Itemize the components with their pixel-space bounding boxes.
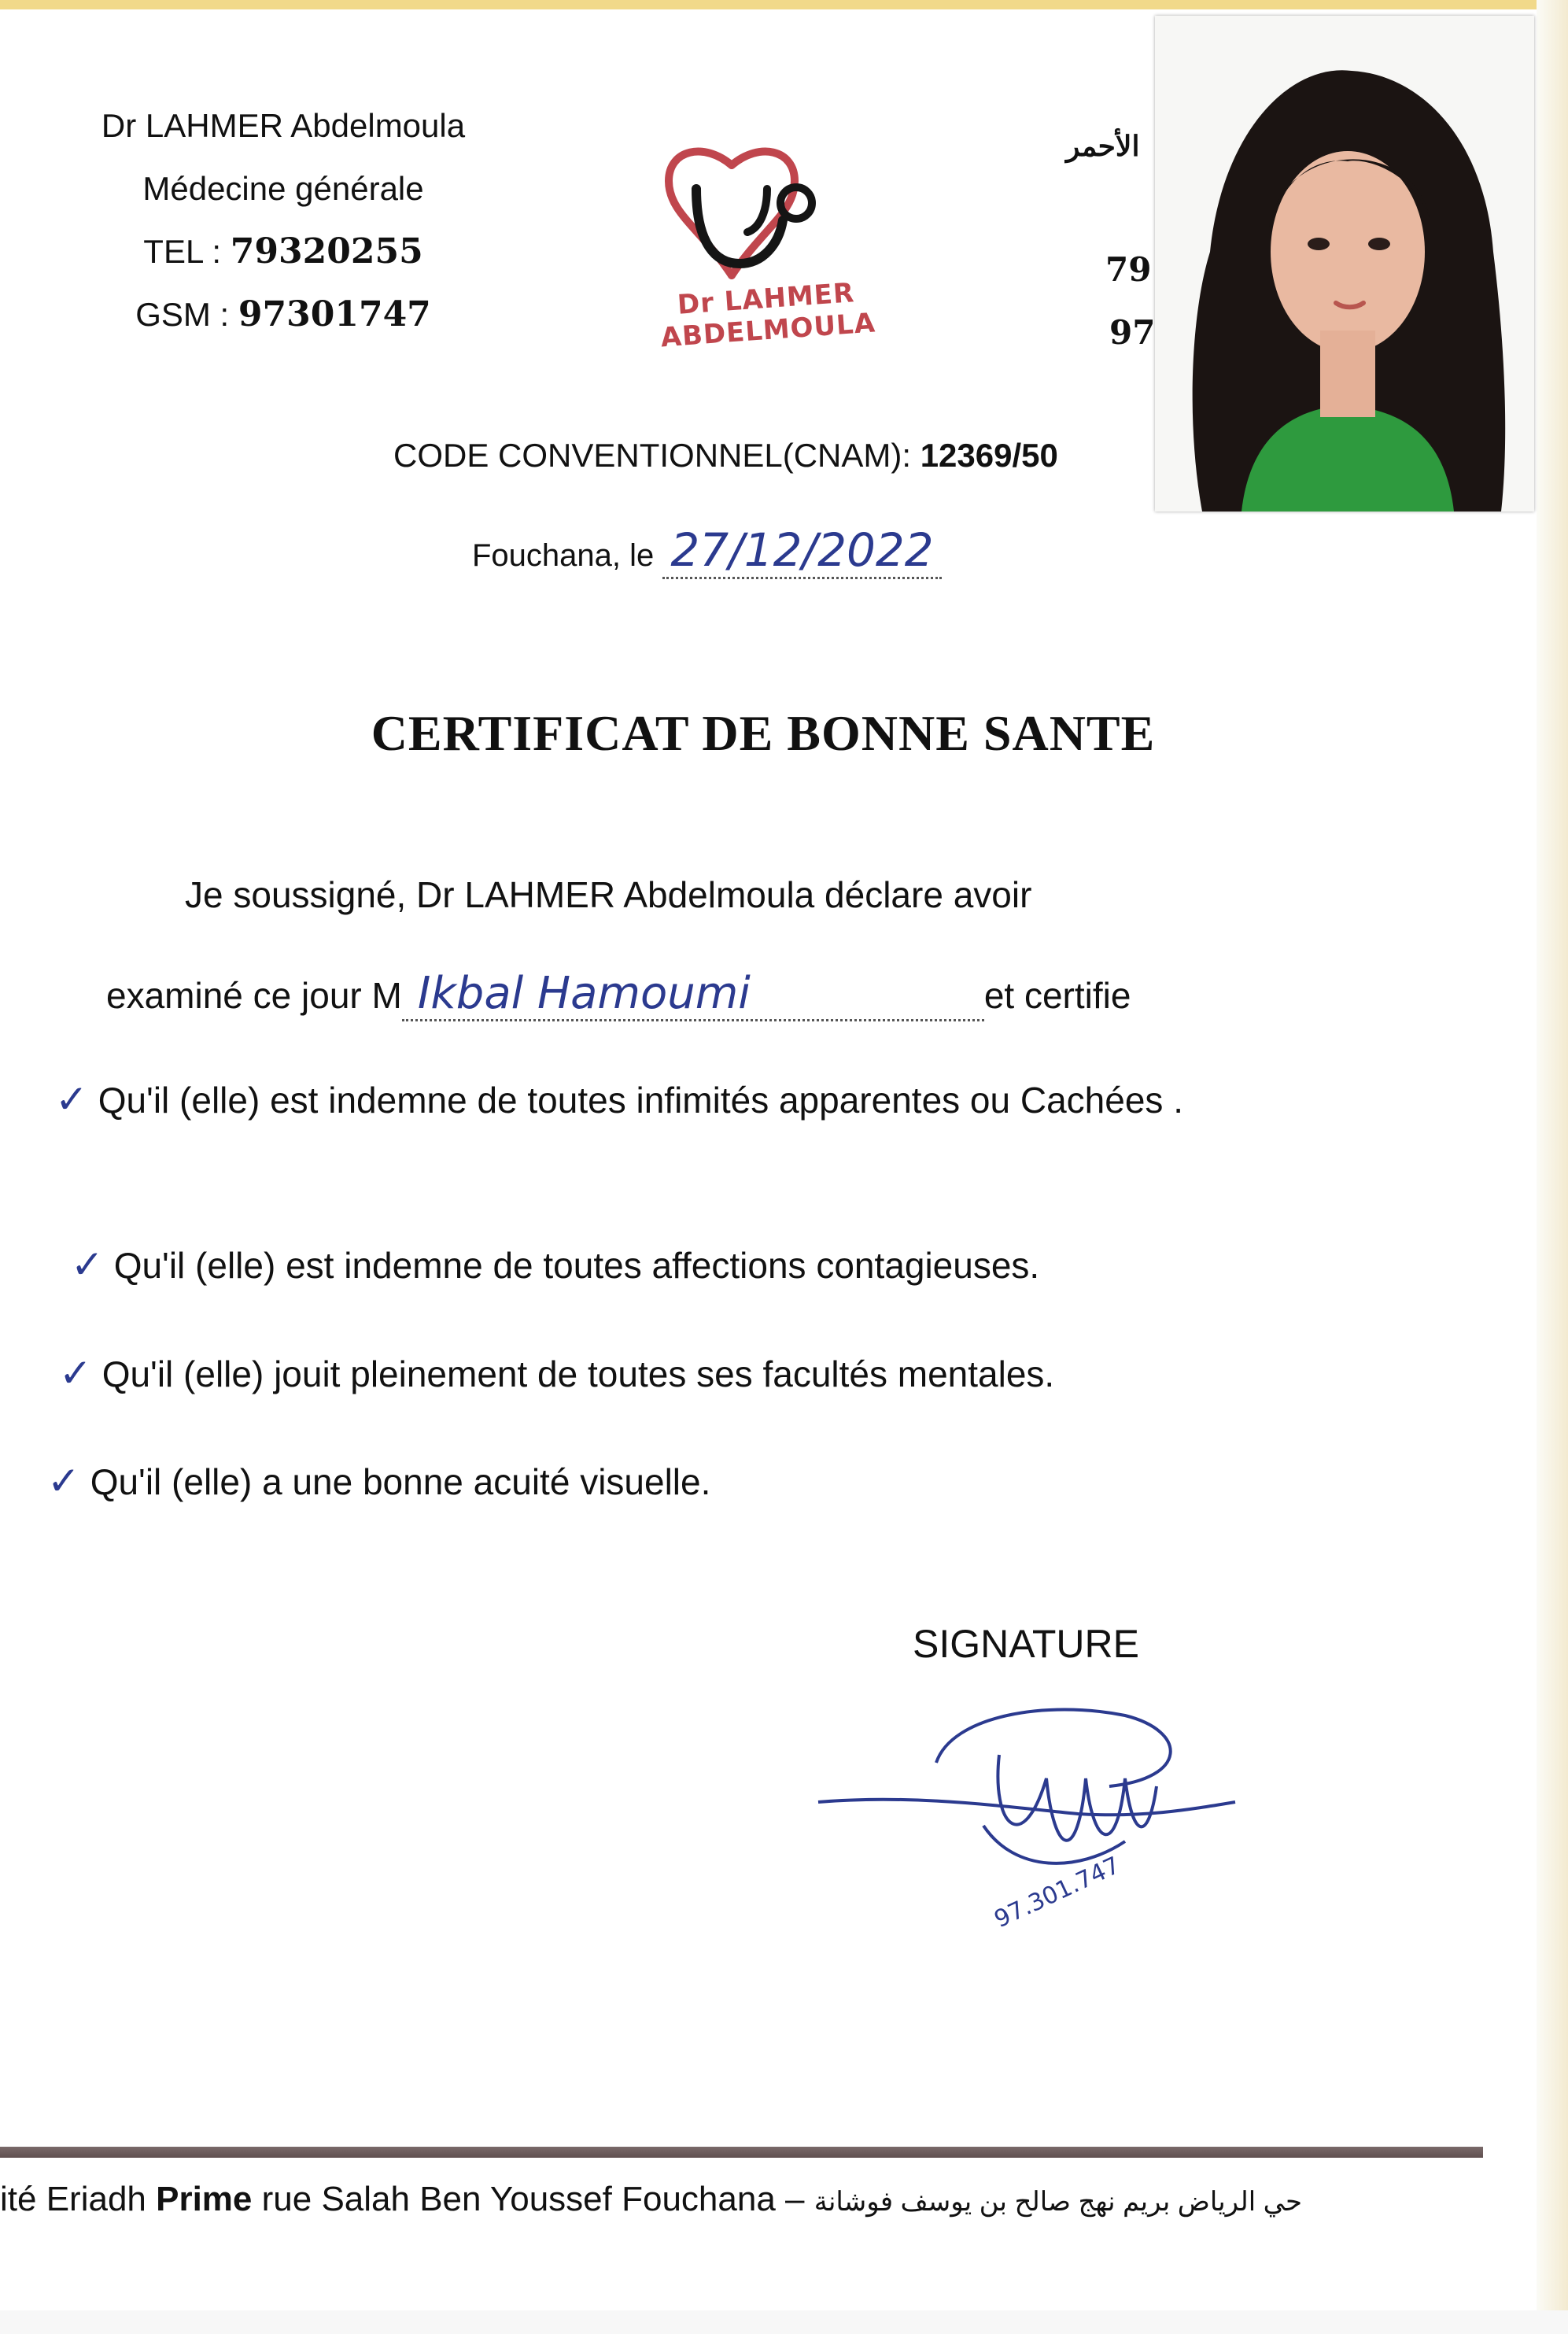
patient-name: Ikbal Hamoumi xyxy=(402,968,984,1021)
signature-stamp xyxy=(795,1668,1267,1983)
footer-part-1: ité Eriadh xyxy=(0,2180,157,2218)
certification-item-text: Qu'il (elle) est indemne de toutes infimités apparentes ou Cachées . xyxy=(98,1080,1183,1121)
signature-label: SIGNATURE xyxy=(913,1622,1139,1666)
logo-text: Dr LAHMER ABDELMOULA xyxy=(659,277,877,354)
certification-item-4 xyxy=(47,1460,710,1503)
footer-arabic: حي الرياض بريم نهج صالح بن يوسف فوشانة xyxy=(814,2187,1303,2217)
certification-item-3 xyxy=(59,1352,1054,1395)
certification-item-2 xyxy=(71,1243,1039,1287)
examined-suffix: et certifie xyxy=(983,975,1131,1016)
certification-item-text: Qu'il (elle) est indemne de toutes affections contagieuses. xyxy=(113,1245,1040,1286)
doctor-name: Dr LAHMER Abdelmoula xyxy=(101,107,466,144)
footer-address xyxy=(0,2180,1302,2219)
paper-top-edge xyxy=(0,0,1568,9)
check-mark-icon: ✓ xyxy=(71,1243,104,1287)
declaration-line-1: Je soussigné, Dr LAHMER Abdelmoula déclare avoir xyxy=(185,874,1032,915)
cnam-code-label: CODE CONVENTIONNEL(CNAM): xyxy=(393,437,921,474)
certificate-title: CERTIFICAT DE BONNE SANTE xyxy=(371,705,1156,761)
arabic-header-partial: الأحمر xyxy=(1066,130,1140,162)
paper-right-edge xyxy=(1537,0,1568,2334)
footer-part-3: rue Salah Ben Youssef Fouchana – xyxy=(252,2180,814,2218)
date-value: 27/12/2022 xyxy=(662,523,941,579)
stamp-number: 97.301.747 xyxy=(990,1851,1125,1934)
certification-item-text: Qu'il (elle) jouit pleinement de toutes ses facultés mentales. xyxy=(101,1353,1055,1394)
cnam-code-line xyxy=(393,437,1058,475)
check-mark-icon: ✓ xyxy=(59,1351,92,1395)
doctor-header xyxy=(47,94,519,346)
gsm-value: 97301747 xyxy=(238,294,431,334)
tel-label: TEL : xyxy=(143,233,231,270)
doctor-specialty: Médecine générale xyxy=(142,170,424,207)
tel-value: 79320255 xyxy=(230,231,423,271)
paper-bottom-edge xyxy=(0,2310,1568,2334)
right-number-partial-1: 79 xyxy=(1105,250,1152,289)
declaration-line-2 xyxy=(106,968,1131,1021)
date-line xyxy=(472,523,942,579)
certification-item-text: Qu'il (elle) a une bonne acuité visuelle. xyxy=(90,1461,711,1502)
check-mark-icon: ✓ xyxy=(55,1077,88,1121)
examined-prefix: examiné ce jour M xyxy=(106,975,402,1016)
tel-line xyxy=(47,220,519,283)
footer-part-2: Prime xyxy=(156,2180,253,2218)
date-label: Fouchana, le xyxy=(472,538,663,573)
certification-item-1 xyxy=(55,1078,1330,1121)
patient-photo xyxy=(1155,16,1534,511)
gsm-label: GSM : xyxy=(135,296,238,333)
footer-divider xyxy=(0,2147,1483,2158)
right-number-partial-2: 97 xyxy=(1109,313,1156,352)
cnam-code-value: 12369/50 xyxy=(920,437,1058,474)
gsm-line xyxy=(47,283,519,346)
check-mark-icon: ✓ xyxy=(47,1459,80,1503)
